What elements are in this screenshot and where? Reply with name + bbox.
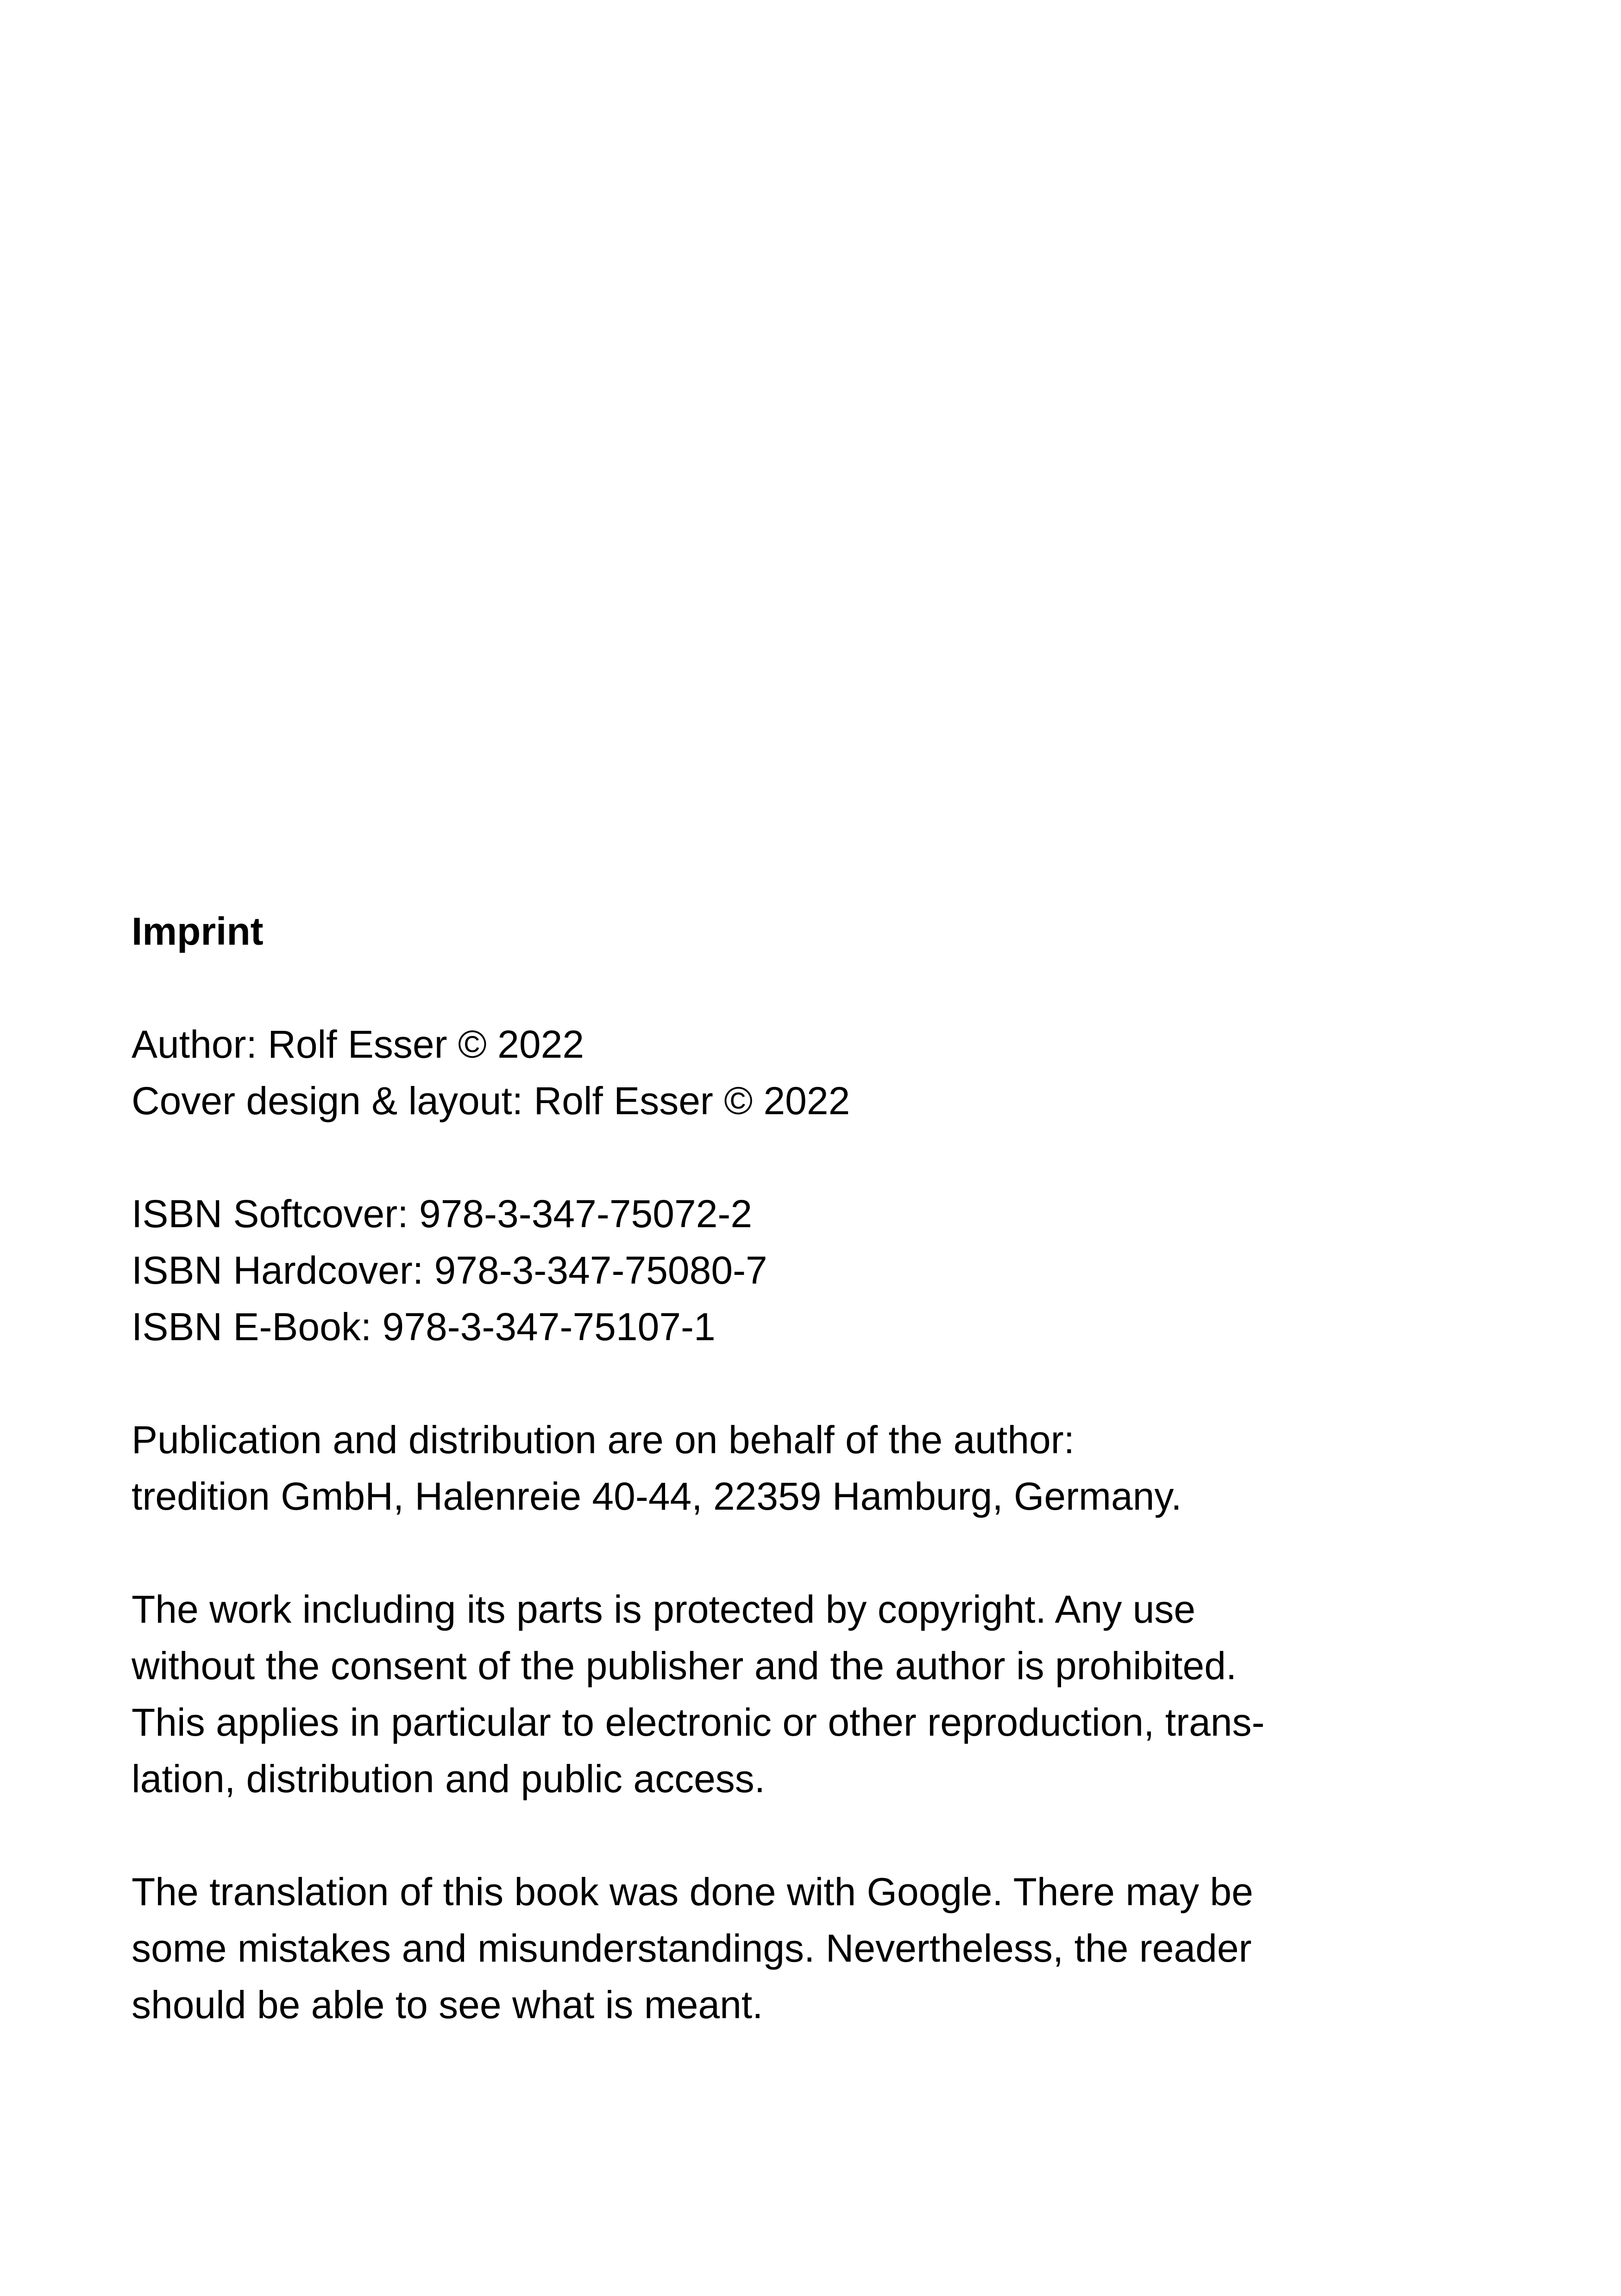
isbn-ebook-line: ISBN E-Book: 978-3-347-75107-1 [132, 1305, 716, 1349]
imprint-section [132, 903, 1521, 2033]
imprint-title: Imprint [132, 910, 264, 953]
isbn-hardcover-line: ISBN Hardcover: 978-3-347-75080-7 [132, 1248, 767, 1292]
copyright-line: The work including its parts is protected by copyright. Any use [132, 1587, 1196, 1631]
cover-design-line: Cover design & layout: Rolf Esser © 2022 [132, 1079, 850, 1123]
spacer [132, 1355, 1521, 1411]
spacer [132, 960, 1521, 1016]
publication-block [132, 1411, 1521, 1524]
copyright-line: without the consent of the publisher and the author is prohibited. [132, 1644, 1237, 1687]
isbn-block [132, 1186, 1521, 1355]
publication-line: Publication and distribution are on behalf of the author: [132, 1418, 1075, 1462]
translation-line: some mistakes and misunderstandings. Nevertheless, the reader [132, 1926, 1252, 1970]
spacer [132, 1524, 1521, 1581]
spacer [132, 1129, 1521, 1186]
spacer [132, 1807, 1521, 1863]
translation-line: should be able to see what is meant. [132, 1983, 763, 2026]
copyright-line: This applies in particular to electronic or other reproduction, trans- [132, 1700, 1265, 1744]
copyright-block [132, 1581, 1521, 1807]
publisher-address-line: tredition GmbH, Halenreie 40-44, 22359 Hamburg, Germany. [132, 1474, 1182, 1518]
translation-block [132, 1863, 1521, 2033]
translation-line: The translation of this book was done with Google. There may be [132, 1870, 1253, 1913]
isbn-softcover-line: ISBN Softcover: 978-3-347-75072-2 [132, 1192, 753, 1236]
author-line: Author: Rolf Esser © 2022 [132, 1023, 584, 1066]
copyright-line: lation, distribution and public access. [132, 1757, 766, 1800]
credits-block [132, 1016, 1521, 1129]
